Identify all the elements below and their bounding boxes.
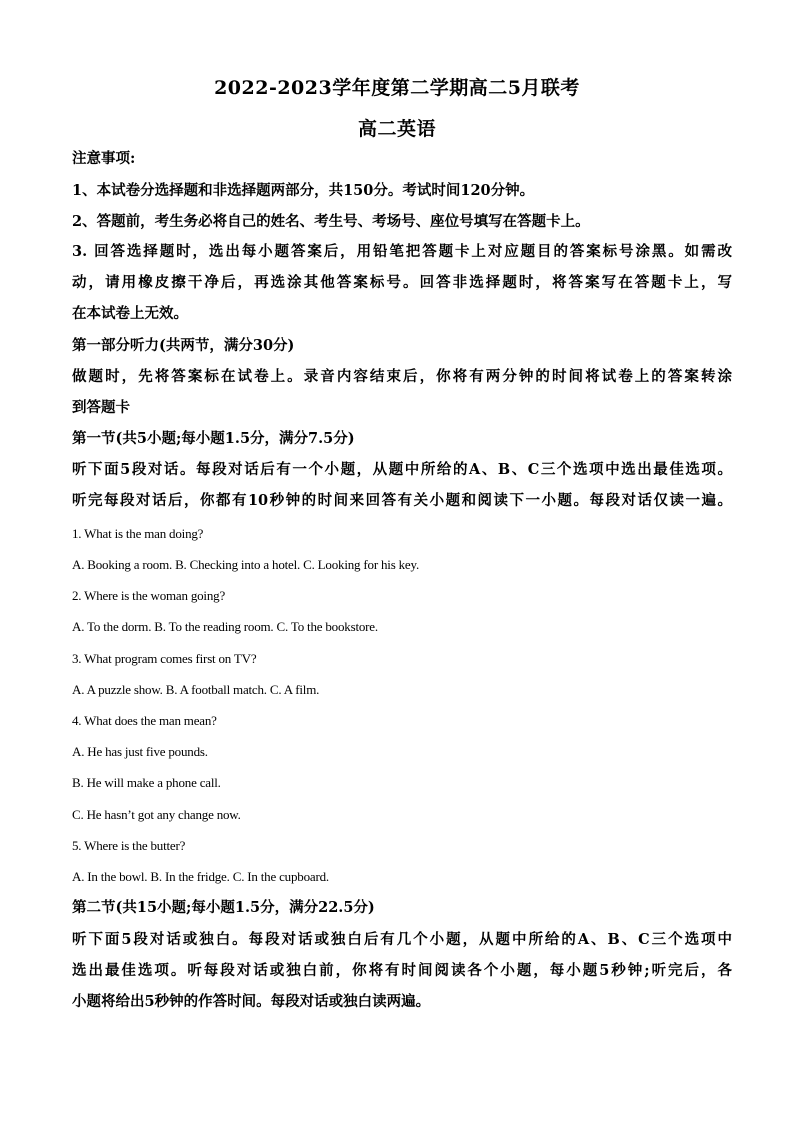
question-1: 1. What is the man doing? <box>72 526 204 541</box>
notes-heading: 注意事项: <box>72 150 136 167</box>
notes-item-3-line-1: 3. 回答选择题时，选出每小题答案后，用铅笔把答题卡上对应题目的答案标号涂黑。如需改 <box>72 243 732 260</box>
question-3: 3. What program comes first on TV? <box>72 651 257 666</box>
notes-item-2: 2、答题前，考生务必将自己的姓名、考生号、考场号、座位号填写在答题卡上。 <box>72 213 590 230</box>
section2-heading: 第二节(共15小题;每小题1.5分，满分22.5分) <box>72 899 375 916</box>
notes-item-3-line-2: 动，请用橡皮擦干净后，再选涂其他答案标号。回答非选择题时，将答案写在答题卡上，写 <box>72 274 732 291</box>
question-2: 2. Where is the woman going? <box>72 588 226 603</box>
question-4-option-b: B. He will make a phone call. <box>72 775 221 790</box>
notes-item-1: 1、本试卷分选择题和非选择题两部分，共150分。考试时间120分钟。 <box>72 182 535 199</box>
notes-item-3-line-3: 在本试卷上无效。 <box>72 305 188 322</box>
exam-title: 2022-2023学年度第二学期高二5月联考 <box>214 77 580 99</box>
part1-heading: 第一部分听力(共两节，满分30分) <box>72 337 295 354</box>
question-5: 5. Where is the butter? <box>72 838 186 853</box>
exam-subtitle: 高二英语 <box>357 118 436 140</box>
part1-intro-line-2: 到答题卡 <box>72 399 130 416</box>
section2-instructions-line-1: 听下面5段对话或独白。每段对话或独白后有几个小题，从题中所给的A、B、C三个选项中 <box>72 931 732 948</box>
question-3-options: A. A puzzle show. B. A football match. C. A film. <box>72 682 320 697</box>
part1-intro-line-1: 做题时，先将答案标在试卷上。录音内容结束后，你将有两分钟的时间将试卷上的答案转涂 <box>72 368 732 385</box>
section1-heading: 第一节(共5小题;每小题1.5分，满分7.5分) <box>72 430 355 447</box>
question-2-options: A. To the dorm. B. To the reading room. C. To the bookstore. <box>72 619 378 634</box>
question-5-options: A. In the bowl. B. In the fridge. C. In the cupboard. <box>72 869 329 884</box>
section2-instructions-line-2: 选出最佳选项。听每段对话或独白前，你将有时间阅读各个小题，每小题5秒钟;听完后，各 <box>72 962 732 979</box>
question-4-option-c: C. He hasn’t got any change now. <box>72 807 241 822</box>
section1-instructions-line-2: 听完每段对话后，你都有10秒钟的时间来回答有关小题和阅读下一小题。每段对话仅读一遍。 <box>72 492 732 509</box>
question-1-options: A. Booking a room. B. Checking into a hotel. C. Looking for his key. <box>72 557 419 572</box>
question-4: 4. What does the man mean? <box>72 713 217 728</box>
section2-instructions-line-3: 小题将给出5秒钟的作答时间。每段对话或独白读两遍。 <box>72 993 431 1010</box>
section1-instructions-line-1: 听下面5段对话。每段对话后有一个小题，从题中所给的A、B、C三个选项中选出最佳选项。 <box>72 461 732 478</box>
question-4-option-a: A. He has just five pounds. <box>72 744 208 759</box>
